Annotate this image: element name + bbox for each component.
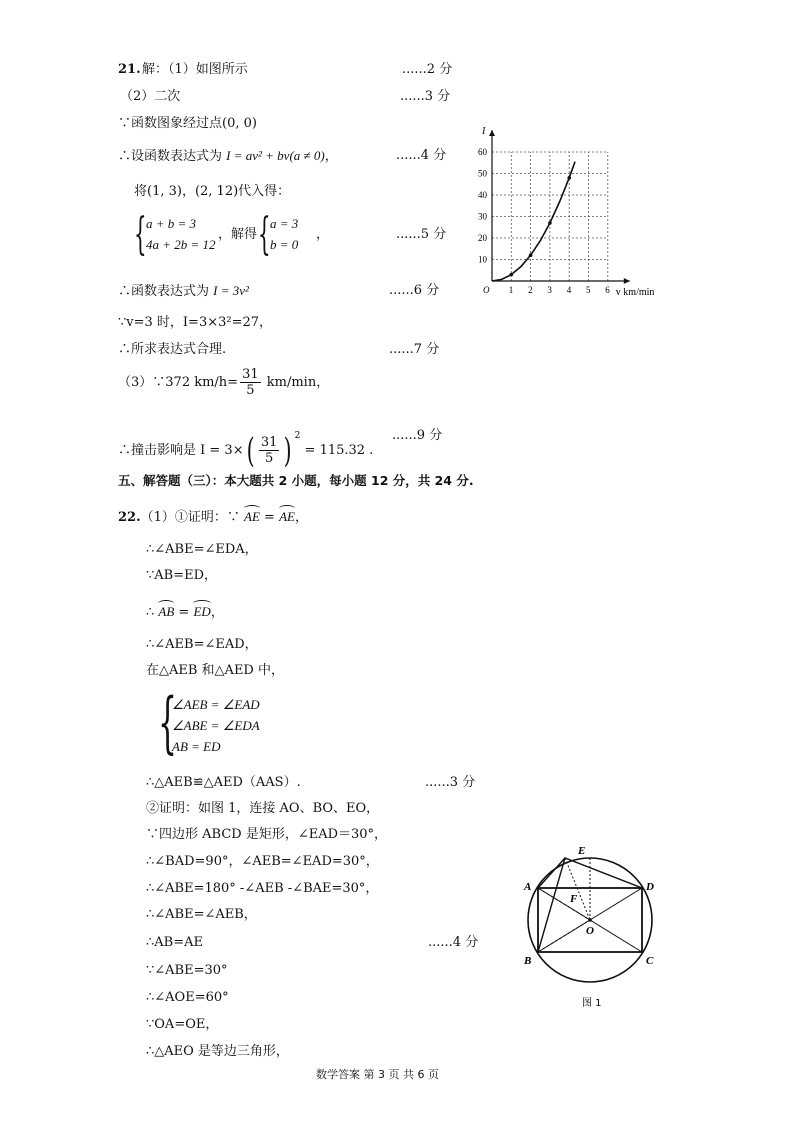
- label-f: F: [570, 893, 578, 905]
- fraction-denominator: 5: [264, 451, 274, 466]
- q21-line-9-unit: km/min，: [262, 375, 330, 390]
- q21-line-2: （2）二次: [120, 89, 181, 104]
- data-point: [548, 221, 552, 225]
- x-tick-label: 1: [508, 285, 514, 295]
- q21-line-4: ∴设函数表达式为 I = av² + bv(a ≠ 0)，: [118, 148, 338, 164]
- x-axis-arrow: [624, 278, 630, 284]
- q21-line-10: ∴撞击影响是 I = 3×( $\frac{31}{5}$ ) $^2$ = 115.32 .: [118, 430, 374, 471]
- x-tick-label: 2: [528, 285, 533, 295]
- y-axis-arrow: [489, 130, 495, 136]
- q21-line-10-result: = 115.32 .: [300, 443, 374, 458]
- q21-line-8: ∴所求表达式合理.: [118, 342, 227, 357]
- q21-line-10-fraction: [259, 435, 280, 466]
- y-tick-label: 60: [478, 147, 487, 157]
- label-a: A: [524, 881, 532, 893]
- y-axis-label: I: [482, 126, 486, 137]
- equals-sign: =: [174, 605, 194, 620]
- series-curve: [492, 162, 575, 281]
- y-tick-label: 50: [478, 168, 487, 179]
- q21-line-3: ∵函数图象经过点(0, 0): [118, 116, 257, 131]
- figure-1-circle-rectangle: [510, 840, 690, 1020]
- q21-points-7: ......7 分: [389, 342, 440, 357]
- x-tick-label: 6: [605, 285, 610, 295]
- q21-points-4: ......4 分: [396, 148, 447, 163]
- q22-line-7: ②证明：如图 1，连接 AO、BO、EO，: [146, 801, 380, 816]
- q22-system-eq3: AB = ED: [172, 739, 221, 754]
- q22-line-13: ∵∠ABE=30°: [146, 963, 228, 978]
- q22-line-14: ∴∠AOE=60°: [146, 990, 229, 1005]
- label-b: B: [524, 955, 532, 967]
- q21-line-6: [118, 282, 249, 301]
- q21-points-2: ......3 分: [400, 89, 451, 104]
- label-o: O: [586, 925, 594, 937]
- q21-points-1: ......2 分: [402, 62, 453, 77]
- q22-system-eq1: ∠AEB = ∠EAD: [172, 697, 260, 712]
- function-graph: [470, 115, 680, 305]
- x-tick-label: 5: [586, 285, 591, 295]
- arc-ae: AE: [279, 509, 295, 524]
- data-point: [529, 253, 533, 257]
- q21-system-brace-1: {: [134, 209, 147, 260]
- q22-number: 22.: [118, 510, 141, 525]
- q22-system-eq2: ∠ABE = ∠EDA: [172, 718, 260, 733]
- arc-ab: AB: [158, 604, 175, 619]
- page-footer: 数学答案 第 3 页 共 6 页: [316, 1068, 439, 1081]
- y-tick-label: 10: [478, 254, 487, 265]
- label-e: E: [578, 845, 586, 857]
- q21-line-4-formula: I = av² + bv(a ≠ 0): [226, 148, 325, 163]
- q21-system-brace-2: {: [258, 209, 271, 260]
- q21-line-7: ∵v=3 时，I=3×3²=27，: [118, 315, 273, 330]
- y-tick-label: 40: [478, 190, 487, 200]
- q22-system-brace: {: [158, 684, 177, 761]
- q21-points-5: ......5 分: [396, 227, 447, 242]
- q22-line-10: ∴∠ABE=180° -∠AEB -∠BAE=30°，: [146, 881, 379, 896]
- y-tick-label: 30: [478, 211, 487, 222]
- q22-line-4: ∴∠AEB=∠EAD，: [146, 637, 258, 652]
- fraction-numerator: 31: [260, 435, 278, 450]
- q21-line-6-text: ∴函数表达式为: [118, 284, 214, 299]
- q21-line-4-text: ∴设函数表达式为: [118, 149, 227, 164]
- q22-line-5: 在△AEB 和△AED 中，: [146, 663, 284, 678]
- q21-line-6-formula: I = 3v²: [213, 283, 249, 298]
- q21-points-9: ......9 分: [392, 428, 443, 443]
- q22-line-12: ∴AB=AE: [146, 935, 203, 950]
- q22-line-16: ∴△AEO 是等边三角形，: [146, 1044, 289, 1059]
- data-point: [567, 176, 571, 180]
- q22-points-4: ......4 分: [428, 935, 479, 950]
- q22-line-11: ∴∠ABE=∠AEB，: [146, 907, 257, 922]
- q22-heading: [118, 508, 308, 527]
- arc-ed: ED: [193, 604, 211, 619]
- label-c: C: [646, 955, 654, 967]
- q22-line-3: [146, 603, 224, 622]
- dotted-segment: [565, 858, 590, 920]
- q21-line-9: [118, 366, 329, 400]
- punctuation: ，: [210, 605, 224, 620]
- q21-points-6: ......6 分: [389, 283, 440, 298]
- q21-system1-eq1: a + b = 3: [146, 216, 197, 231]
- q21-system2-eq2: b = 0: [270, 237, 299, 252]
- q21-system1-eq2: 4a + 2b = 12: [146, 237, 216, 252]
- section-heading: 五、解答题（三）：本大题共 2 小题，每小题 12 分，共 24 分.: [118, 473, 474, 488]
- equals-sign: =: [259, 510, 280, 525]
- q21-line-5: 将(1, 3)，(2, 12)代入得：: [134, 184, 291, 199]
- figure-caption: 图 1: [582, 998, 602, 1009]
- q21-line-1: 解：（1）如图所示: [142, 62, 248, 77]
- therefore-sign: ∴: [146, 605, 159, 620]
- q22-line-8: ∵四边形 ABCD 是矩形，∠EAD＝30°，: [146, 827, 388, 842]
- q21-solve-word: ，解得: [218, 227, 258, 242]
- q22-line-1: ∴∠ABE=∠EDA，: [146, 542, 258, 557]
- arc-ae: AE: [244, 509, 260, 524]
- q21-line-9-fraction: [240, 367, 261, 398]
- q21-line-10-text: ∴撞击影响是 I = 3×: [118, 443, 244, 458]
- x-tick-label: 4: [566, 285, 572, 295]
- q22-line-2: ∵AB=ED，: [146, 568, 218, 583]
- q22-line-6: ∴△AEB≌△AED（AAS）.: [146, 775, 301, 790]
- origin-label: O: [483, 285, 490, 295]
- q22-heading-text: （1）①证明：∵: [140, 510, 245, 525]
- q21-number: 21.: [118, 62, 141, 77]
- q22-line-15: ∵OA=OE，: [146, 1017, 219, 1032]
- data-point: [510, 273, 514, 277]
- label-d: D: [646, 881, 654, 893]
- fraction-numerator: 31: [242, 367, 259, 382]
- fraction-denominator: 5: [246, 383, 255, 398]
- q22-points-3: ......3 分: [425, 775, 476, 790]
- y-tick-label: 20: [478, 233, 487, 243]
- q21-line-9-text: （3）∵372 km/h=: [118, 375, 239, 390]
- center-point: [588, 918, 592, 922]
- punctuation: ，: [294, 510, 308, 525]
- q21-system2-eq1: a = 3: [270, 216, 299, 231]
- x-tick-label: 3: [547, 285, 552, 295]
- x-axis-label: v km/min: [615, 287, 655, 298]
- q22-line-9: ∴∠BAD=90°，∠AEB=∠EAD=30°，: [146, 854, 379, 869]
